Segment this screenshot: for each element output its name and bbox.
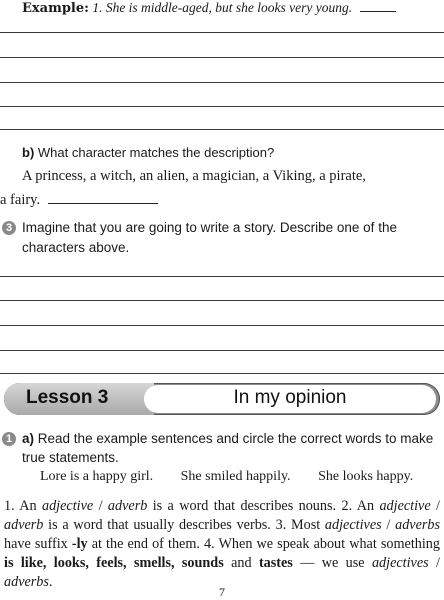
writing-line-2[interactable] [0, 57, 444, 58]
statement-4-choice-adjectives[interactable]: adjectives [371, 555, 429, 571]
task-1-instruction [22, 429, 440, 467]
character-list [0, 164, 442, 208]
example-text: 1. She is middle-aged, but she looks very young. [92, 0, 353, 15]
example-sentence-1: Lore is a happy girl. [40, 469, 154, 484]
character-list-line-2-text: a fairy. [0, 192, 41, 208]
character-answer-blank[interactable] [48, 202, 158, 204]
writing-line-6[interactable] [0, 276, 444, 277]
writing-line-9[interactable] [0, 350, 444, 351]
example-sentence-2: She smiled happily. [180, 469, 291, 484]
example-label: Example: [22, 1, 89, 16]
lesson-title: In my opinion [233, 387, 347, 408]
character-list-line-1: A princess, a witch, an alien, a magician, a Viking, a pirate, [22, 168, 366, 184]
question-b-letter: b) [22, 145, 35, 160]
writing-line-10[interactable] [0, 373, 444, 374]
example-line [22, 0, 396, 16]
example-sentences [40, 469, 437, 485]
writing-line-3[interactable] [0, 82, 444, 83]
example-sentence-3: She looks happy. [318, 469, 414, 484]
statements-paragraph [4, 497, 440, 592]
writing-line-5[interactable] [0, 129, 444, 130]
statement-4-and: and [223, 555, 259, 571]
statement-4-choice-adverbs[interactable]: adverbs [4, 574, 49, 590]
lesson-number: Lesson 3 [26, 387, 109, 408]
statement-2-text: is a word that usually describes verbs. [43, 517, 276, 533]
statement-2-number: 2. An [341, 498, 380, 514]
statement-4-separator: / [428, 555, 440, 571]
question-b [22, 145, 274, 160]
statement-3-suffix: -ly [71, 536, 88, 552]
task-3-instruction: Imagine that you are going to write a story. Describe one of the characters above. [22, 220, 397, 255]
statement-1-number: 1. An [4, 498, 42, 514]
question-b-text: What character matches the description? [37, 145, 275, 160]
statement-4-tastes: tastes [258, 555, 293, 571]
writing-line-4[interactable] [0, 106, 444, 107]
statement-3-separator: / [381, 517, 396, 533]
statement-4-end: . [48, 574, 53, 590]
statement-3-text: have suffix [4, 536, 72, 552]
writing-line-1[interactable] [0, 32, 444, 33]
statement-2-separator: / [430, 498, 440, 514]
example-answer-blank[interactable] [360, 10, 396, 12]
task-1-text: Read the example sentences and circle the correct words to make true statements. [22, 431, 434, 465]
statement-4-text: 4. When we speak about what something [204, 536, 440, 552]
task-1-letter: a) [22, 431, 35, 446]
lesson-header [4, 383, 440, 415]
task-3-number: 3 [2, 221, 16, 235]
statement-4-dash: — we use [292, 555, 372, 571]
statement-1-separator: / [93, 498, 108, 514]
writing-line-7[interactable] [0, 300, 444, 301]
statement-2-choice-adverb[interactable]: adverb [4, 517, 44, 533]
page-number: 7 [219, 585, 225, 599]
statement-1-choice-adjective[interactable]: adjective [41, 498, 94, 514]
statement-3-text-end: at the end of them. [87, 536, 205, 552]
statement-4-verbs: is like, looks, feels, smells, sounds [4, 555, 224, 571]
statement-3-choice-adjectives[interactable]: adjectives [324, 517, 382, 533]
statement-1-text: is a word that describes nouns. [147, 498, 342, 514]
statement-1-choice-adverb[interactable]: adverb [107, 498, 148, 514]
character-list-line-2 [0, 188, 158, 212]
statement-3-choice-adverbs[interactable]: adverbs [395, 517, 441, 533]
statement-3-number: 3. Most [275, 517, 325, 533]
task-1-number: 1 [2, 432, 16, 446]
statement-2-choice-adjective[interactable]: adjective [379, 498, 431, 514]
writing-line-8[interactable] [0, 325, 444, 326]
